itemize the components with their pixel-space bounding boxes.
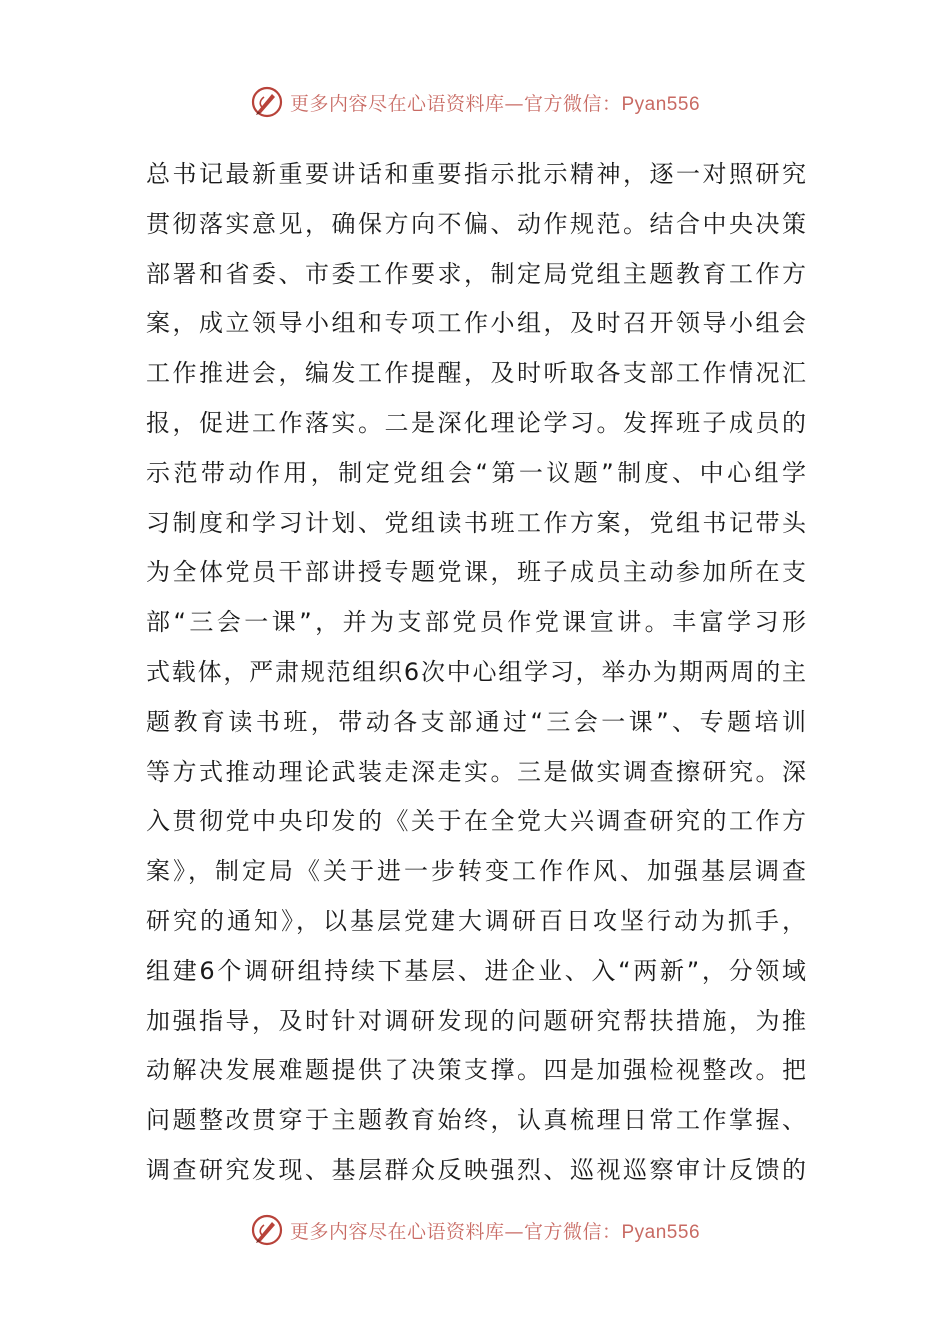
footer-watermark xyxy=(0,1210,950,1250)
body-line: 部署和省委、市委工作要求，制定局党组主题教育工作方 xyxy=(146,259,806,288)
body-line: 调查研究发现、基层群众反映强烈、巡视巡察审计反馈的 xyxy=(146,1155,806,1184)
header-watermark xyxy=(0,82,950,122)
body-line: 总书记最新重要讲话和重要指示批示精神，逐一对照研究 xyxy=(146,160,806,188)
body-line: 问题整改贯穿于主题教育始终，认真梳理日常工作掌握、 xyxy=(146,1106,806,1135)
body-line: 动解决发展难题提供了决策支撑。四是加强检视整改。把 xyxy=(146,1056,806,1085)
pen-logo-icon xyxy=(250,85,284,119)
watermark-text: 更多内容尽在心语资料库—官方微信： xyxy=(289,1220,622,1243)
body-line: 案，成立领导小组和专项工作小组，及时召开领导小组会 xyxy=(146,309,806,338)
wechat-id: Pyan556 xyxy=(621,93,701,115)
body-line: 组建6个调研组持续下基层、进企业、入“两新”，分领域 xyxy=(146,956,806,985)
body-line: 为全体党员干部讲授专题党课，班子成员主动参加所在支 xyxy=(146,558,806,587)
body-line: 加强指导，及时针对调研发现的问题研究帮扶措施，为推 xyxy=(146,1006,806,1035)
body-line: 报，促进工作落实。二是深化理论学习。发挥班子成员的 xyxy=(146,408,806,437)
body-line: 工作推进会，编发工作提醒，及时听取各支部工作情况汇 xyxy=(146,359,806,388)
body-line: 示范带动作用，制定党组会“第一议题”制度、中心组学 xyxy=(146,458,806,487)
watermark-text: 更多内容尽在心语资料库—官方微信： xyxy=(289,92,622,115)
body-line: 部“三会一课”，并为支部党员作党课宣讲。丰富学习形 xyxy=(146,608,806,637)
body-line: 题教育读书班，带动各支部通过“三会一课”、专题培训 xyxy=(146,707,806,736)
body-line: 研究的通知》，以基层党建大调研百日攻坚行动为抓手， xyxy=(146,906,806,935)
body-text xyxy=(146,150,806,1196)
body-line: 式载体，严肃规范组织6次中心组学习，举办为期两周的主 xyxy=(146,657,806,686)
body-line: 等方式推动理论武装走深走实。三是做实调查擦研究。深 xyxy=(146,757,806,786)
wechat-id: Pyan556 xyxy=(621,1221,701,1243)
body-line: 习制度和学习计划、党组读书班工作方案，党组书记带头 xyxy=(146,508,806,537)
body-line: 案》，制定局《关于进一步转变工作作风、加强基层调查 xyxy=(146,857,806,886)
body-line: 贯彻落实意见，确保方向不偏、动作规范。结合中央决策 xyxy=(146,209,806,238)
body-line: 入贯彻党中央印发的《关于在全党大兴调查研究的工作方 xyxy=(146,807,806,836)
pen-logo-icon xyxy=(250,1213,284,1247)
